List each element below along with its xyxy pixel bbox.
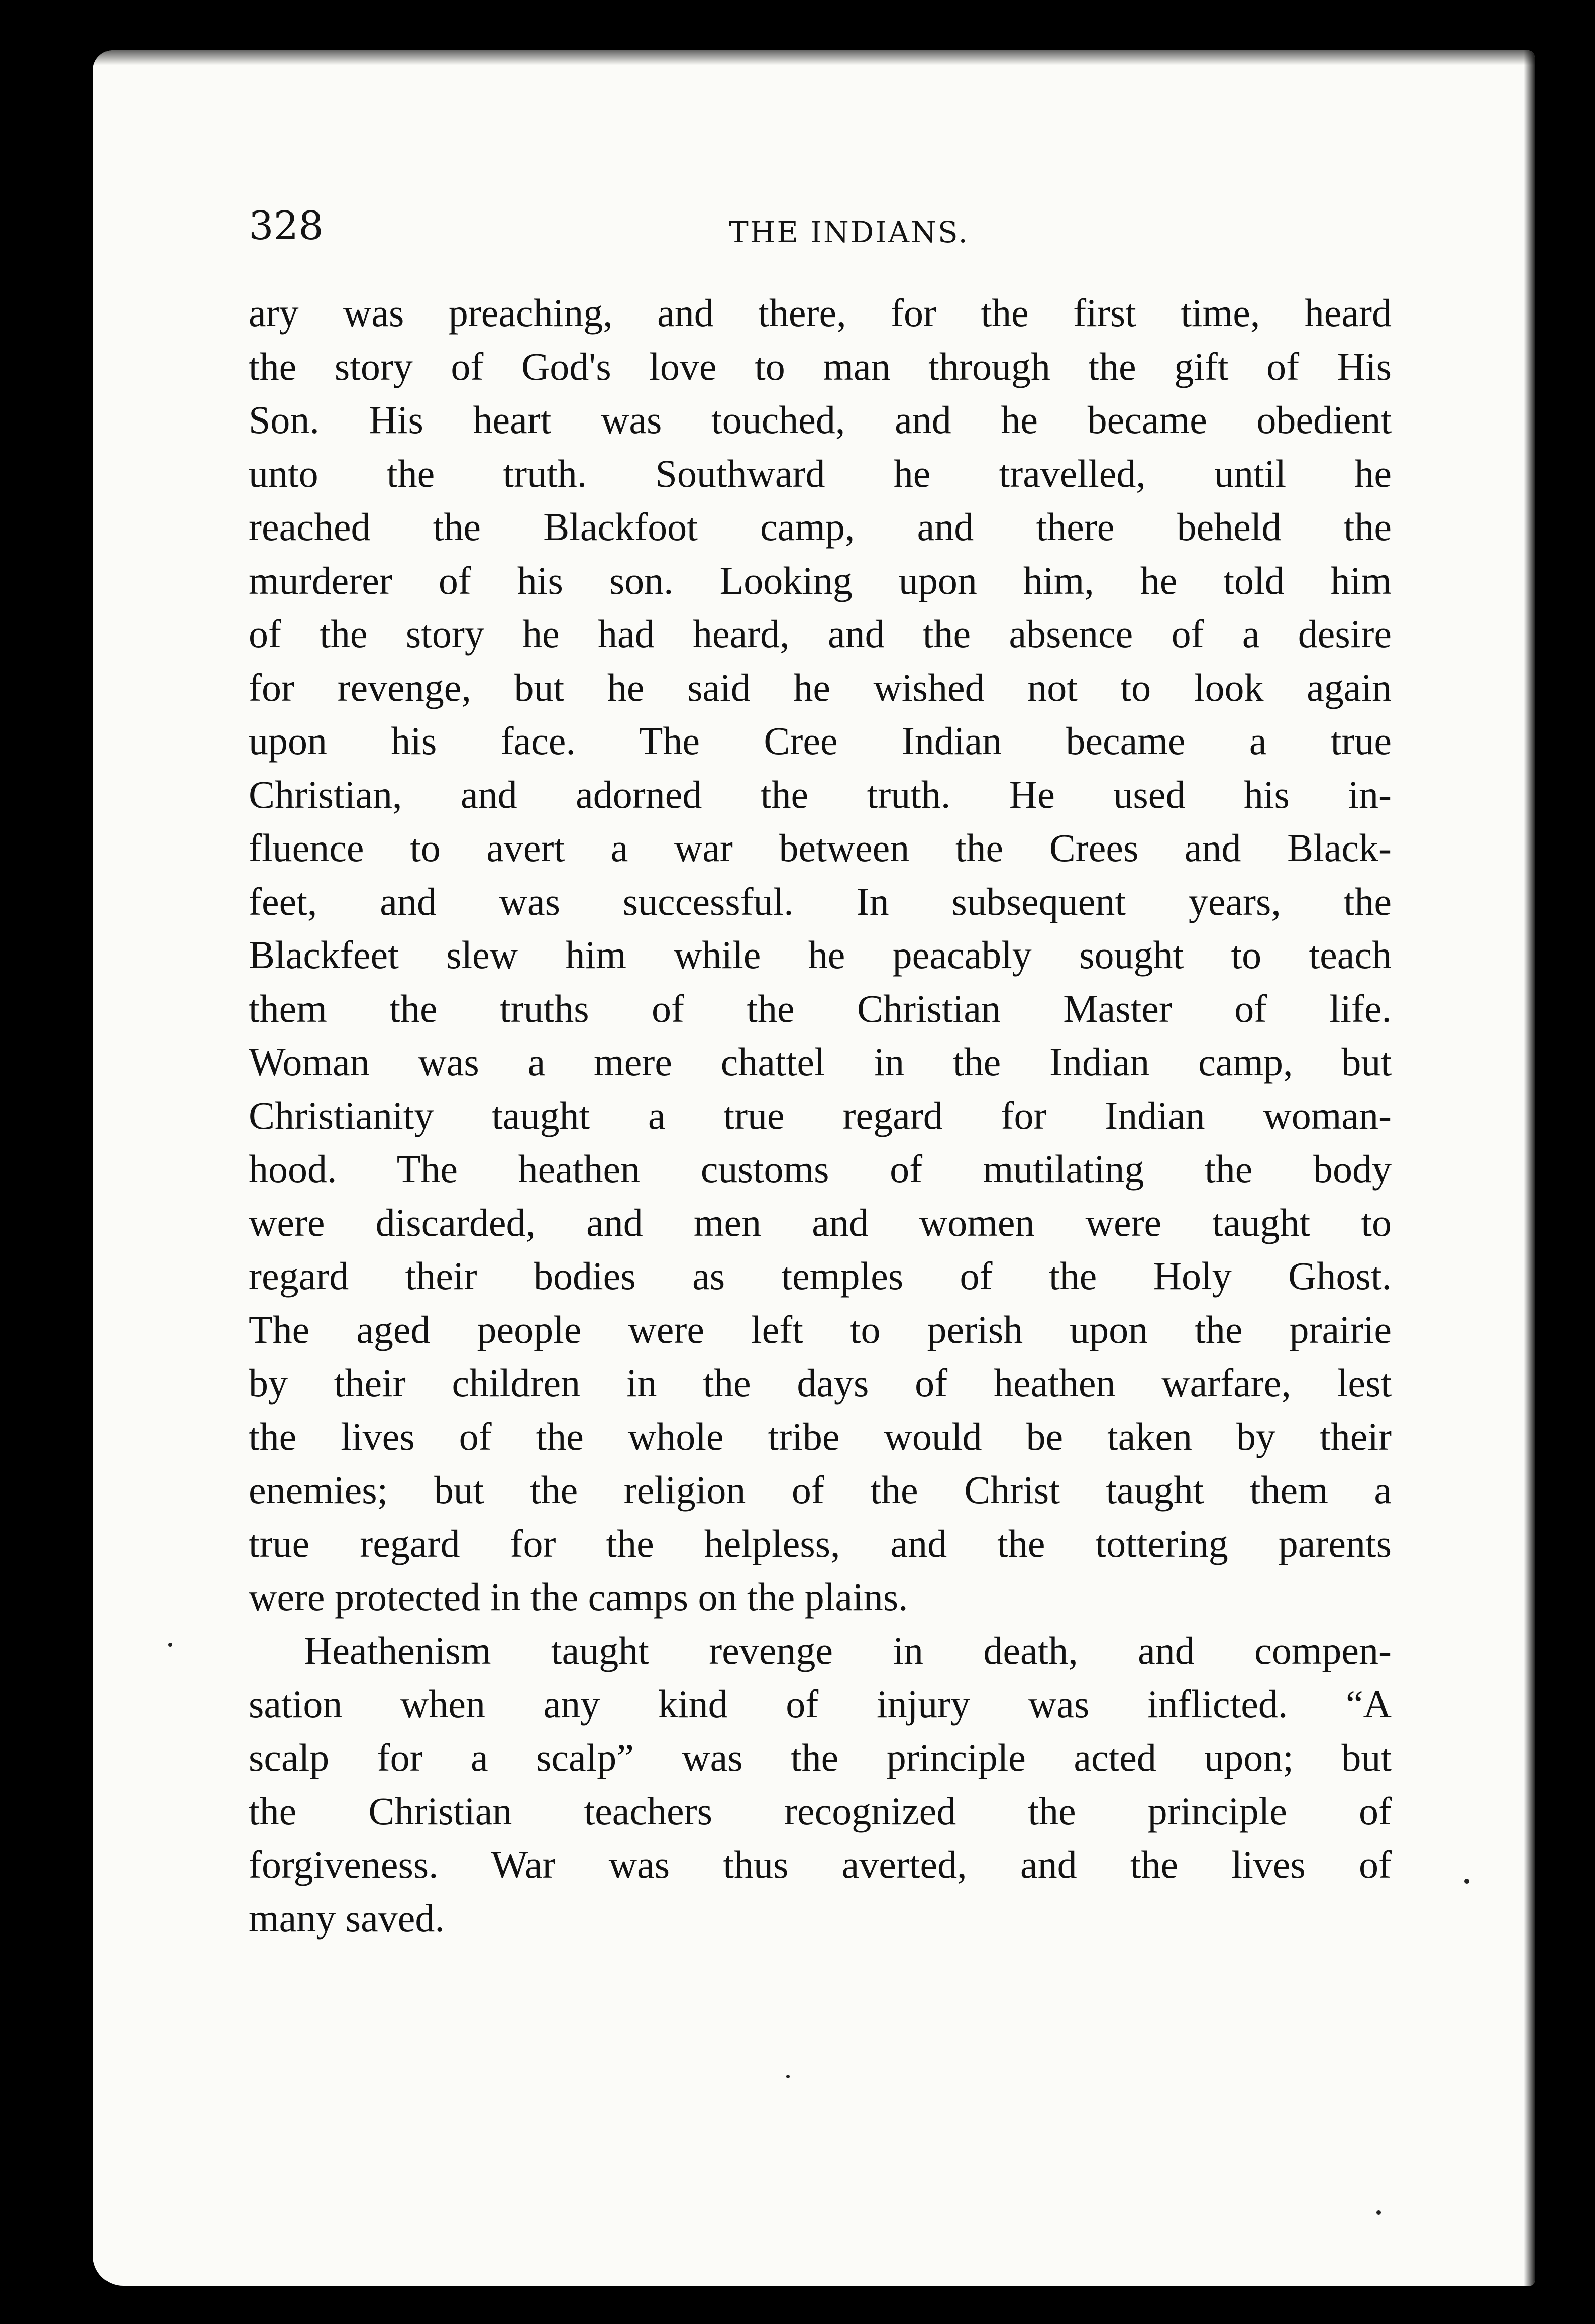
text-line: were protected in the camps on the plains. xyxy=(249,1575,908,1619)
text-line: upon his face. The Cree Indian became a true xyxy=(249,719,1392,763)
text-line: Christian, and adorned the truth. He used his in- xyxy=(249,772,1392,816)
text-line: sation when any kind of injury was inflicted. “A xyxy=(249,1682,1392,1726)
text-line: scalp for a scalp” was the principle acted upon; but xyxy=(249,1735,1392,1779)
text-line: many saved. xyxy=(249,1896,445,1940)
page-number: 328 xyxy=(249,203,324,249)
text-line: fluence to avert a war between the Crees and Black- xyxy=(249,826,1392,870)
body-text xyxy=(249,286,1392,1945)
text-line: were discarded, and men and women were taught to xyxy=(249,1200,1392,1244)
text-line: Heathenism taught revenge in death, and compen- xyxy=(304,1628,1392,1672)
text-line: Blackfeet slew him while he peacably sought to teach xyxy=(249,933,1392,977)
text-line: The aged people were left to perish upon the prairie xyxy=(249,1307,1392,1351)
text-line: feet, and was successful. In subsequent years, the xyxy=(249,879,1392,923)
text-line: them the truths of the Christian Master of life. xyxy=(249,986,1392,1030)
text-line: murderer of his son. Looking upon him, he told him xyxy=(249,558,1392,602)
scan-speck xyxy=(168,1643,172,1647)
text-line: enemies; but the religion of the Christ taught them a xyxy=(249,1468,1392,1512)
text-line: of the story he had heard, and the absence of a desire xyxy=(249,612,1392,656)
text-line: hood. The heathen customs of mutilating the body xyxy=(249,1147,1392,1191)
text-line: the lives of the whole tribe would be taken by their xyxy=(249,1414,1392,1458)
running-head xyxy=(249,196,1389,256)
paragraph-2 xyxy=(249,1624,1392,1945)
paragraph-1 xyxy=(249,286,1392,1624)
text-line: Son. His heart was touched, and he became obedient xyxy=(249,398,1392,442)
text-line: by their children in the days of heathen warfare, lest xyxy=(249,1361,1392,1405)
text-line: for revenge, but he said he wished not to look again xyxy=(249,665,1392,709)
text-line: ary was preaching, and there, for the first time, heard xyxy=(249,291,1392,335)
text-line: regard their bodies as temples of the Holy Ghost. xyxy=(249,1254,1392,1298)
scan-speck xyxy=(1464,1879,1469,1884)
text-line: true regard for the helpless, and the tottering parents xyxy=(249,1521,1392,1565)
text-line: forgiveness. War was thus averted, and the lives of xyxy=(249,1842,1392,1886)
scan-speck xyxy=(1376,2210,1381,2215)
running-title: THE INDIANS. xyxy=(729,215,969,249)
text-line: reached the Blackfoot camp, and there beheld the xyxy=(249,505,1392,549)
text-line: the story of God's love to man through the gift of His xyxy=(249,344,1392,388)
text-line: the Christian teachers recognized the principle of xyxy=(249,1789,1392,1833)
text-line: Christianity taught a true regard for Indian woman- xyxy=(249,1093,1392,1137)
text-line: unto the truth. Southward he travelled, until he xyxy=(249,451,1392,495)
text-line: Woman was a mere chattel in the Indian camp, but xyxy=(249,1040,1392,1084)
scan-speck xyxy=(786,2075,790,2078)
